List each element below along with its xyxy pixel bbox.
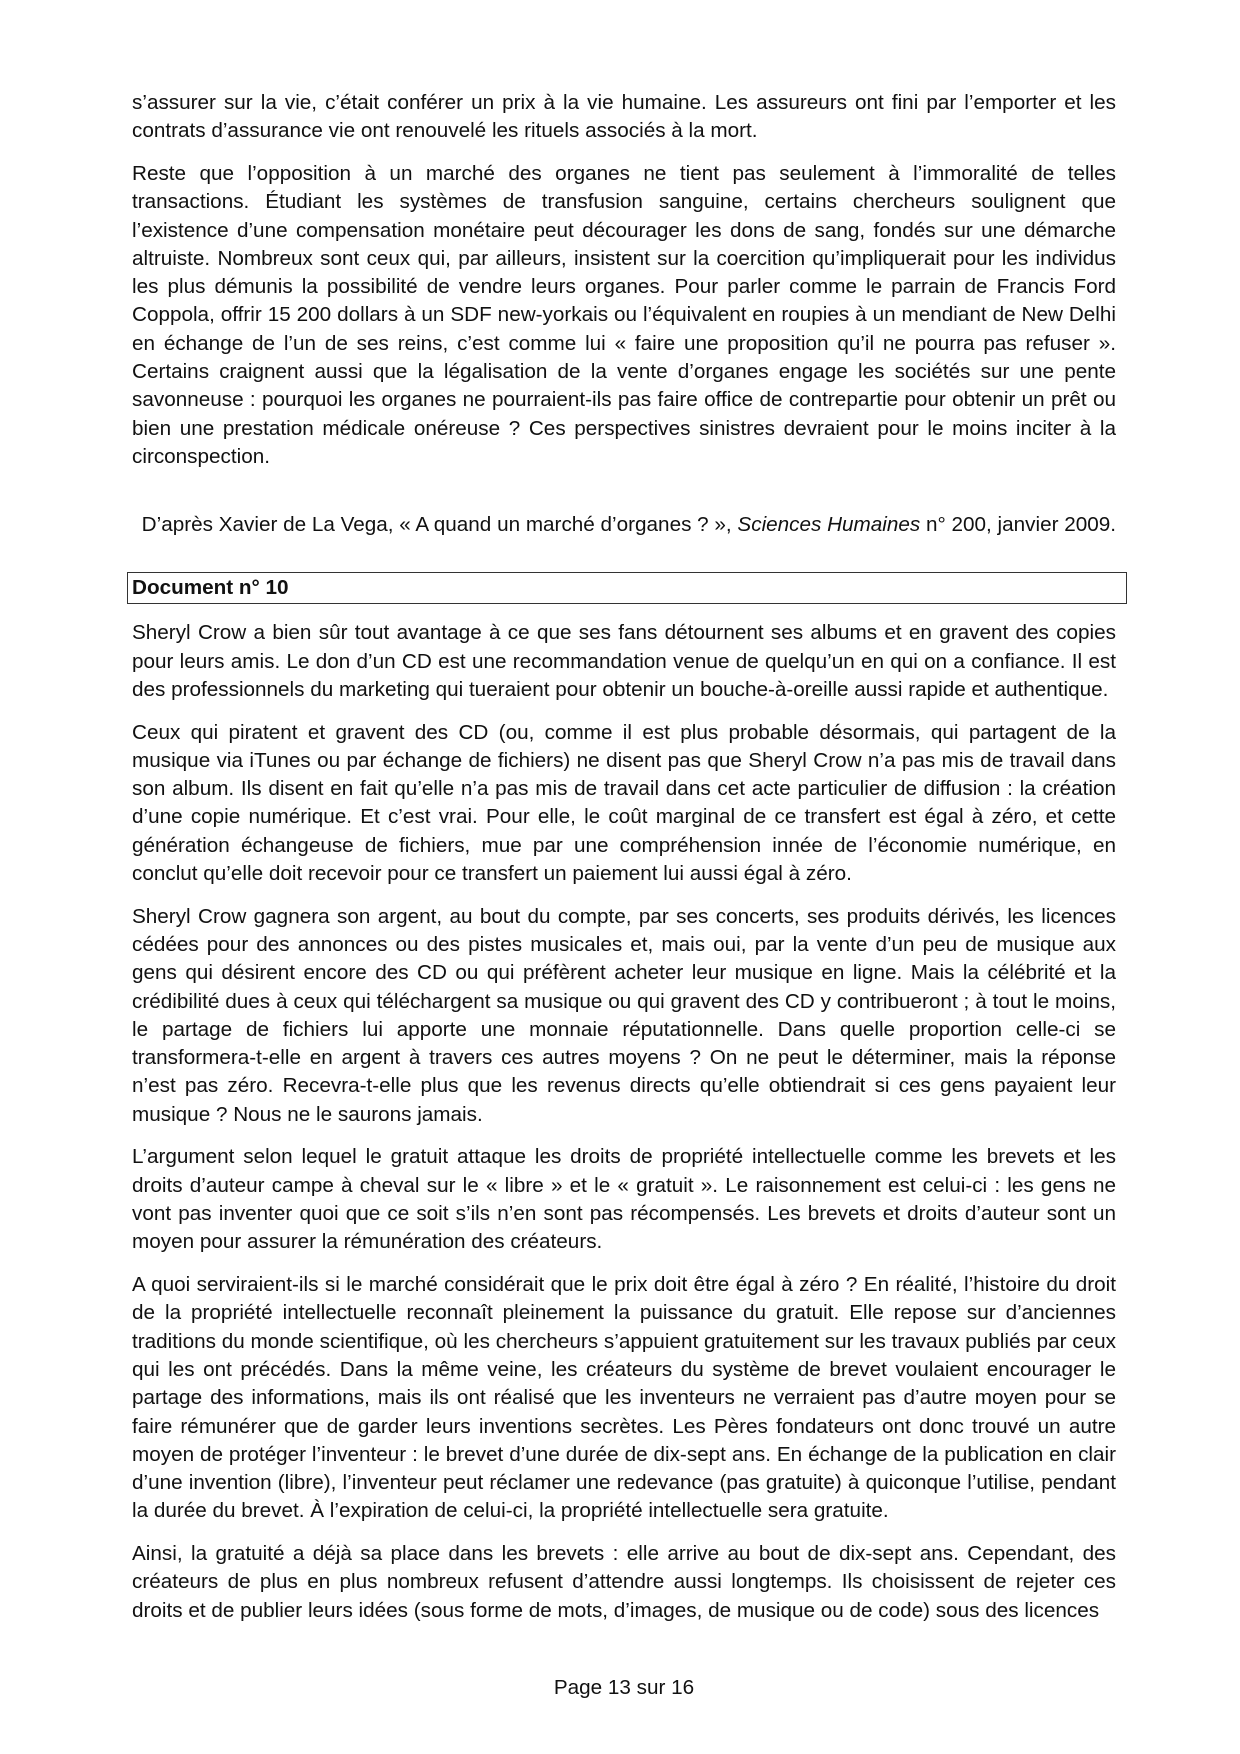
text-column [132,89,1116,1639]
source-citation-suffix: n° 200, janvier 2009. [920,512,1116,536]
source-citation [132,511,1116,539]
document-heading: Document n° 10 [127,572,1127,604]
page-number: Page 13 sur 16 [553,1676,695,1699]
paragraph: Ceux qui piratent et gravent des CD (ou, comme il est plus probable désormais, qui partagent de la musique via iTunes ou par échange de fichiers) ne disent pas que Sheryl Crow n’a pas mis de travail dans son album. Ils disent en fait qu’elle n’a pas mis de travail dans cet acte particulier de diffusion : la création d’une copie numérique. Et c’est vrai. Pour elle, le coût marginal de ce transfert est égal à zéro, et cette génération échangeuse de fichiers, mue par une compréhension innée de l’économie numérique, en conclut qu’elle doit recevoir pour ce transfert un paiement lui aussi égal à zéro. [132,720,1116,885]
source-publication-title: Sciences Humaines [737,512,921,536]
paragraph: L’argument selon lequel le gratuit attaque les droits de propriété intellectuelle comme les brevets et les droits d’auteur campe à cheval sur le « libre » et le « gratuit ». Le raisonnement est celui-ci : les gens ne vont pas inventer quoi que ce soit s’ils n’en sont pas récompensés. Les brevets et droits d’auteur sont un moyen pour assurer la rémunération des créateurs. [132,1145,1116,1254]
paragraph: A quoi serviraient-ils si le marché considérait que le prix doit être égal à zéro ? En réalité, l’histoire du droit de la propriété intellectuelle reconnaît pleinement la puissance du gratuit. Elle repose sur d’anciennes traditions du monde scientifique, où les chercheurs s’appuient gratuitement sur les travaux publiés par ceux qui les ont précédés. Dans la même veine, les créateurs du système de brevet voulaient encourager le partage des informations, mais ils ont réalisé que les inventeurs ne verraient pas d’autre moyen pour se faire rémunérer que de garder leurs inventions secrètes. Les Pères fondateurs ont donc trouvé un autre moyen de protéger l’inventeur : le brevet d’une durée de dix-sept ans. En échange de la publication en clair d’une invention (libre), l’inventeur peut réclamer une redevance (pas gratuite) à quiconque l’utilise, pendant la durée du brevet. À l’expiration de celui-ci, la propriété intellectuelle sera gratuite. [132,1273,1116,1523]
paragraph: Ainsi, la gratuité a déjà sa place dans les brevets : elle arrive au bout de dix-sept ans. Cependant, des créateurs de plus en plus nombreux refusent d’attendre aussi longtemps. Ils choisissent de rejeter ces droits et de publier leurs idées (sous forme de mots, d’images, de musique ou de code) sous des licences [132,1542,1116,1622]
paragraph: s’assurer sur la vie, c’était conférer un prix à la vie humaine. Les assureurs ont fini par l’emporter et les contrats d’assurance vie ont renouvelé les rituels associés à la mort. [132,91,1116,143]
source-citation-prefix: D’après Xavier de La Vega, « A quand un marché d’organes ? », [141,512,738,536]
paragraph: Reste que l’opposition à un marché des organes ne tient pas seulement à l’immoralité de telles transactions. Étudiant les systèmes de transfusion sanguine, certains chercheurs soulignent que l’existence d’une compensation monétaire peut décourager les dons de sang, fondés sur une démarche altruiste. Nombreux sont ceux qui, par ailleurs, insistent sur la coercition qu’impliquerait pour les individus les plus démunis la possibilité de vendre leurs organes. Pour parler comme le parrain de Francis Ford Coppola, offrir 15 200 dollars à un SDF new-yorkais ou l’équivalent en roupies à un mendiant de New Delhi en échange de l’un de ses reins, c’est comme lui « faire une proposition qu’il ne pourra pas refuser ». Certains craignent aussi que la légalisation de la vente d’organes engage les sociétés sur une pente savonneuse : pourquoi les organes ne pourraient-ils pas faire office de contrepartie pour obtenir un prêt ou bien une prestation médicale onéreuse ? Ces perspectives sinistres devraient pour le moins inciter à la circonspection. [132,161,1116,468]
paragraph: Sheryl Crow gagnera son argent, au bout du compte, par ses concerts, ses produits dérivés, les licences cédées pour des annonces ou des pistes musicales et, mais oui, par la vente d’un peu de musique aux gens qui désirent encore des CD ou qui préfèrent acheter leur musique en ligne. Mais la célébrité et la crédibilité dues à ceux qui téléchargent sa musique ou qui gravent des CD y contribueront ; à tout le moins, le partage de fichiers lui apporte une monnaie réputationnelle. Dans quelle proportion celle-ci se transformera-t-elle en argent à travers ces autres moyens ? On ne peut le déterminer, mais la réponse n’est pas zéro. Recevra-t-elle plus que les revenus directs qu’elle obtiendrait si ces gens payaient leur musique ? Nous ne le saurons jamais. [132,904,1116,1126]
paragraph: Sheryl Crow a bien sûr tout avantage à ce que ses fans détournent ses albums et en gravent des copies pour leurs amis. Le don d’un CD est une recommandation venue de quelqu’un en qui on a confiance. Il est des professionnels du marketing qui tueraient pour obtenir un bouche-à-oreille aussi rapide et authentique. [132,621,1116,701]
